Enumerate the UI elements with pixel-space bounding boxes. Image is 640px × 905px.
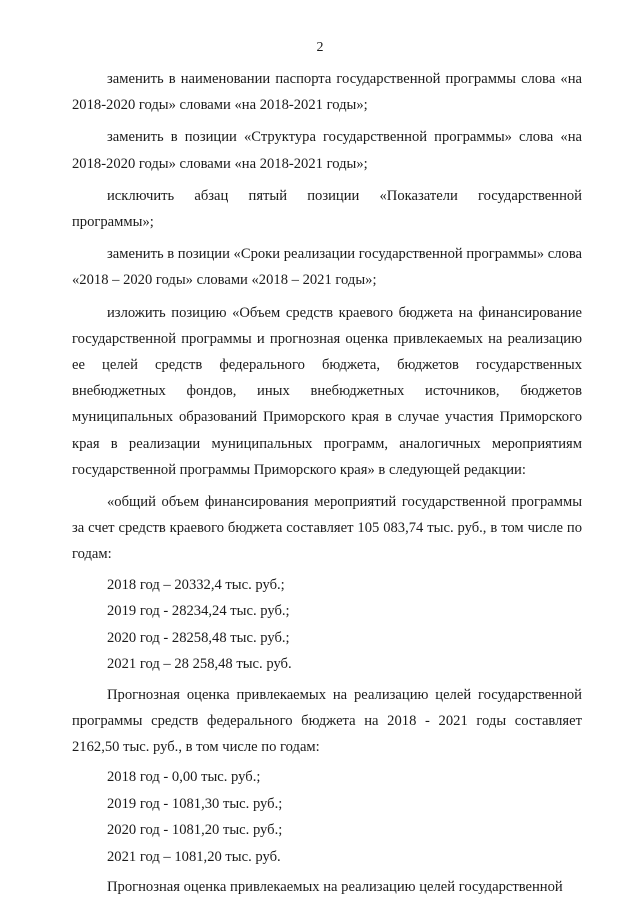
paragraph-budget-position: изложить позицию «Объем средств краевого бюджета на финансирование государственной программы и прогнозная оценка привлекаемых на реализацию ее целей средств федерального бюджета, бюджетов государственных внебюджетных фондов, иных внебюджетных источников, бюджетов муниципальных образований Приморского края в случае участия Приморского края в реализации муниципальных программ, аналогичных мероприятиям государственной программы Приморского края» в следующей редакции: [72, 304, 582, 478]
paragraph-rename-passport: заменить в наименовании паспорта государственной программы слова «на 2018-2020 годы» словами «на 2018-2021 годы»; [72, 71, 582, 114]
list-item: 2019 год - 1081,30 тыс. руб.; [107, 795, 283, 812]
paragraph-terms: заменить в позиции «Сроки реализации государственной программы» слова «2018 – 2020 годы» словами «2018 – 2021 годы»; [72, 246, 582, 289]
document-body [72, 66, 582, 904]
list-item: 2020 год - 1081,20 тыс. руб.; [107, 822, 283, 839]
list-item: 2021 год – 1081,20 тыс. руб. [107, 848, 281, 865]
list-item: 2019 год - 28234,24 тыс. руб.; [107, 603, 290, 620]
list-item: 2021 год – 28 258,48 тыс. руб. [107, 656, 292, 673]
paragraph-indicators: исключить абзац пятый позиции «Показатели государственной программы»; [72, 187, 582, 231]
federal-budget-list [72, 764, 582, 870]
paragraph-structure: заменить в позиции «Структура государственной программы» слова «на 2018-2020 годы» словами «на 2018-2021 годы»; [72, 129, 582, 172]
list-item: 2018 год - 0,00 тыс. руб.; [107, 769, 261, 786]
regional-budget-list [72, 572, 582, 678]
paragraph-federal-budget-total: Прогнозная оценка привлекаемых на реализацию целей государственной программы средств федерального бюджета на 2018 - 2021 годы составляет 2162,50 тыс. руб., в том числе по годам: [72, 686, 582, 756]
list-item: 2018 год – 20332,4 тыс. руб.; [107, 576, 285, 593]
paragraph-regional-budget-total: «общий объем финансирования мероприятий государственной программы за счет средств краевого бюджета составляет 105 083,74 тыс. руб., в том числе по годам: [72, 494, 582, 563]
page-number: 2 [316, 40, 324, 55]
paragraph-forecast-continued: Прогнозная оценка привлекаемых на реализацию целей государственной [107, 879, 563, 896]
list-item: 2020 год - 28258,48 тыс. руб.; [107, 629, 290, 646]
